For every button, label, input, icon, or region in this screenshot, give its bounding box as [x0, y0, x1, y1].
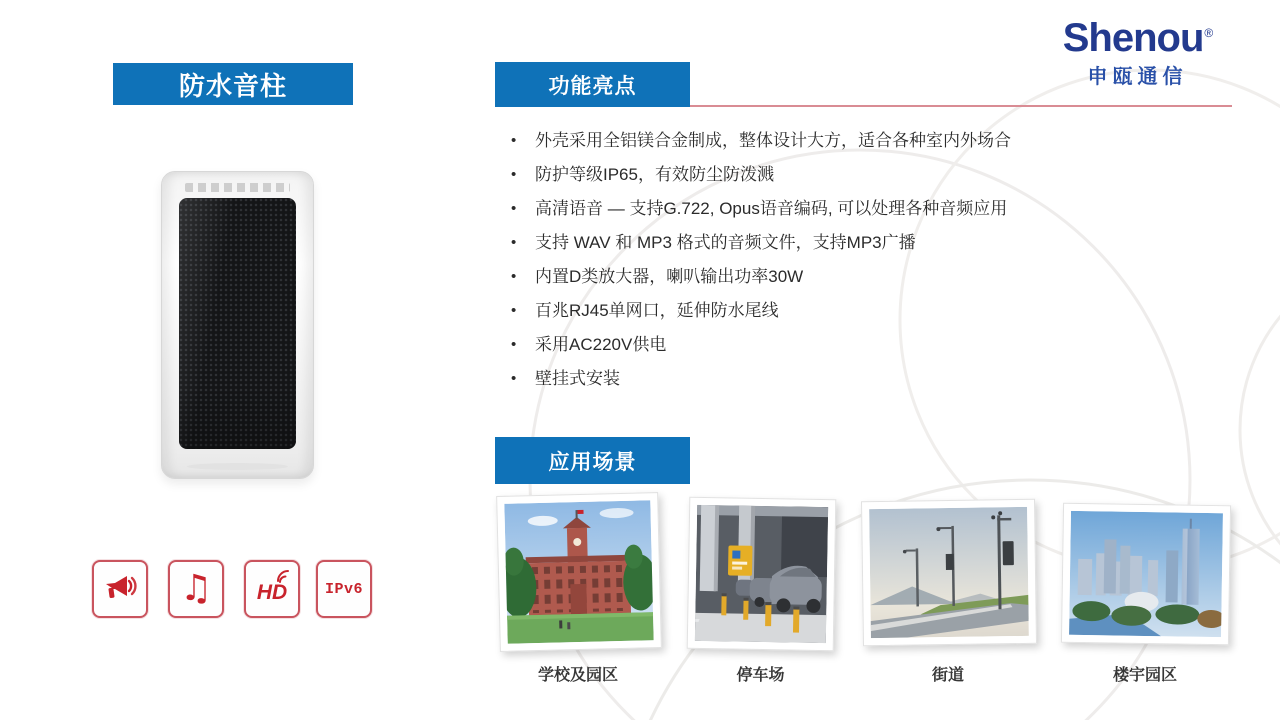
hd-label: HD	[256, 581, 288, 604]
parking-photo-illustration	[695, 505, 828, 643]
registered-trademark-icon: ®	[1204, 25, 1213, 40]
photo-building-park	[1061, 503, 1231, 646]
ipv6-label: IPv6	[324, 580, 363, 598]
speaker-grille	[179, 198, 296, 449]
caption-parking-lot: 停车场	[736, 667, 785, 684]
feature-bullet: • 百兆RJ45单网口，延伸防水尾线	[505, 294, 1125, 328]
badge-hd	[244, 560, 300, 618]
music-note-icon: ♫	[179, 568, 213, 609]
brand-company-name: 申瓯通信	[1087, 66, 1188, 88]
features-section-header: 功能亮点	[495, 62, 690, 107]
photo-street	[861, 499, 1037, 646]
caption-street: 街道	[931, 667, 964, 684]
speaker-vent-slots	[185, 183, 290, 192]
photo-parking-lot	[687, 497, 837, 652]
feature-bullet: • 外壳采用全铝镁合金制成，整体设计大方，适合各种室内外场合	[505, 124, 1125, 158]
feature-bullet: • 高清语音 — 支持G.722, Opus语音编码, 可以处理各种音频应用	[505, 192, 1125, 226]
badge-music	[168, 560, 224, 618]
megaphone-icon	[103, 573, 137, 605]
badge-loudspeaker	[92, 560, 148, 618]
street-photo-illustration	[869, 507, 1029, 638]
brand-logo	[1055, 18, 1220, 89]
brand-text: Shenou	[1062, 16, 1204, 60]
feature-bullet: • 内置D类放大器，喇叭输出功率30W	[505, 260, 1125, 294]
speaker-base	[187, 463, 288, 470]
page-title: 防水音柱	[113, 63, 353, 105]
product-image-speaker-column	[161, 171, 314, 479]
feature-bullet: • 支持 WAV 和 MP3 格式的音频文件，支持MP3广播	[505, 226, 1125, 260]
photo-school-campus	[496, 492, 662, 652]
feature-bullet: • 防护等级IP65，有效防尘防泼溅	[505, 158, 1125, 192]
school-photo-illustration	[504, 500, 653, 644]
feature-bullet: • 壁挂式安装	[505, 362, 1125, 396]
city-photo-illustration	[1069, 511, 1223, 637]
caption-building-park: 楼宇园区	[1112, 667, 1177, 684]
signal-waves-icon	[276, 569, 292, 583]
scenarios-section-header: 应用场景	[495, 437, 690, 484]
caption-school-campus: 学校及园区	[537, 667, 618, 684]
feature-list	[505, 124, 1125, 396]
brand-name	[1055, 18, 1220, 58]
badge-ipv6	[316, 560, 372, 618]
feature-bullet: • 采用AC220V供电	[505, 328, 1125, 362]
